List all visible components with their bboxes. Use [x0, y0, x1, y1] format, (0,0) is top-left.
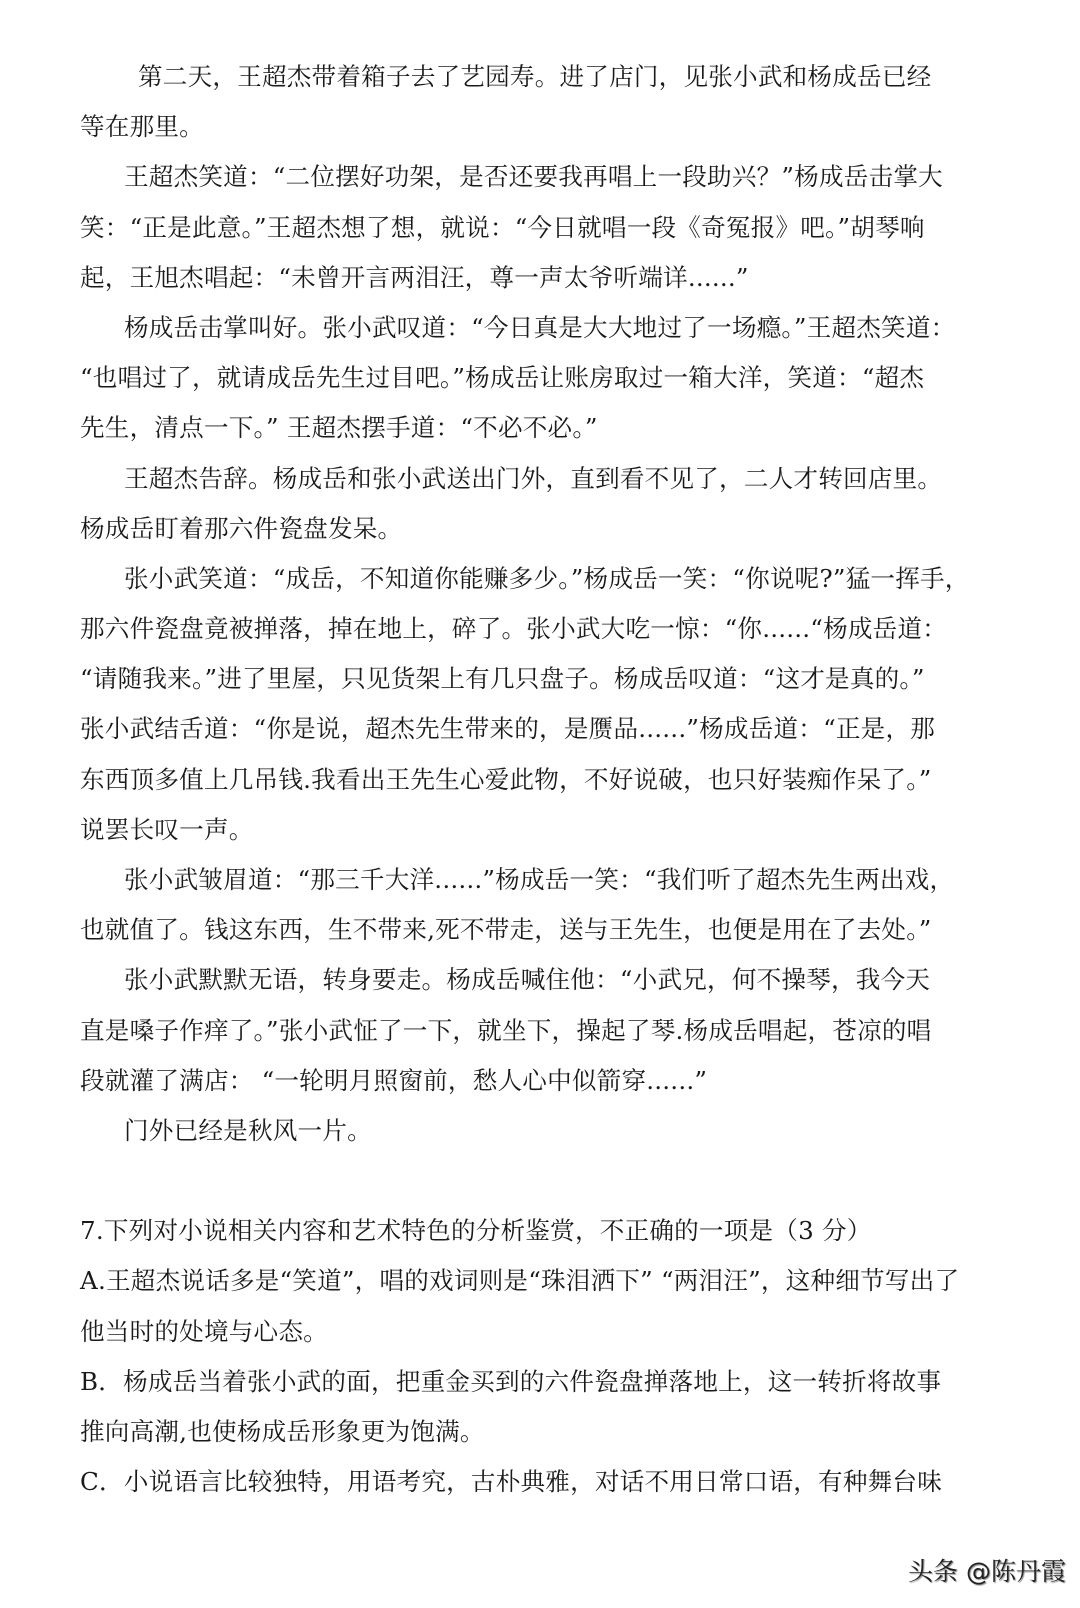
text-line: 笑：“正是此意。”王超杰想了想，就说：“今日就唱一段《奇冤报》吧。”胡琴响 [80, 212, 925, 242]
text-line: “请随我来。”进了里屋，只见货架上有几只盘子。杨成岳叹道：“这才是真的。” [80, 664, 925, 694]
text-line: 杨成岳击掌叫好。张小武叹道：“今日真是大大地过了一场瘾。”王超杰笑道： [124, 312, 956, 342]
story-paragraph-1 [80, 52, 968, 152]
section-gap [80, 1156, 968, 1206]
question-7 [80, 1206, 968, 1507]
text-line: 推向高潮,也使杨成岳形象更为饱满。 [80, 1416, 485, 1446]
question-stem: 7.下列对小说相关内容和艺术特色的分析鉴赏，不正确的一项是（3 分） [80, 1216, 872, 1246]
text-line: 段就灌了满店： “一轮明月照窗前，愁人心中似箭穿......” [80, 1065, 708, 1095]
text-line: 等在那里。 [80, 112, 204, 142]
story-paragraph-8 [80, 1106, 968, 1156]
text-line: 东西顶多值上几吊钱.我看出王先生心爱此物，不好说破，也只好装痴作呆了。” [80, 764, 932, 794]
story-paragraph-2 [80, 152, 968, 303]
text-line: 门外已经是秋风一片。 [124, 1115, 372, 1145]
text-line: “也唱过了，就请成岳先生过目吧。”杨成岳让账房取过一箱大洋，笑道：“超杰 [80, 363, 925, 393]
text-line: B．杨成岳当着张小武的面，把重金买到的六件瓷盘掸落地上，这一转折将故事 [80, 1366, 942, 1396]
text-line: C．小说语言比较独特，用语考究，古朴典雅，对话不用日常口语，有种舞台味 [80, 1467, 943, 1497]
option-a [80, 1256, 968, 1356]
story-paragraph-5 [80, 554, 968, 855]
text-line: 王超杰笑道：“二位摆好功架，是否还要我再唱上一段助兴？”杨成岳击掌大 [124, 162, 943, 192]
text-line: 张小武皱眉道：“那三千大洋......”杨成岳一笑：“我们听了超杰先生两出戏， [124, 865, 955, 894]
text-line: 张小武笑道：“成岳，不知道你能赚多少。”杨成岳一笑：“你说呢?”猛一挥手， [124, 563, 970, 593]
text-line: 起，王旭杰唱起：“未曾开言两泪汪，尊一声太爷听端详......” [80, 262, 749, 292]
text-line: A.王超杰说话多是“笑道”，唱的戏词则是“珠泪洒下” “两泪汪”，这种细节写出了 [80, 1266, 960, 1296]
text-line: 那六件瓷盘竟被掸落，掉在地上，碎了。张小武大吃一惊：“你......“杨成岳道： [80, 614, 948, 644]
story-paragraph-6 [80, 855, 968, 955]
text-line: 他当时的处境与心态。 [80, 1316, 328, 1346]
option-b [80, 1357, 968, 1457]
text-line: 直是嗓子作痒了。”张小武怔了一下，就坐下，操起了琴.杨成岳唱起，苍凉的唱 [80, 1015, 932, 1045]
watermark: 头条 @陈丹霞 [908, 1557, 1066, 1586]
text-line: 张小武结舌道：“你是说，超杰先生带来的，是赝品......”杨成岳道：“正是，那 [80, 714, 936, 744]
text-line: 说罢长叹一声。 [80, 814, 254, 844]
text-line: 先生，清点一下。” 王超杰摆手道：“不必不必。” [80, 413, 598, 443]
text-line: 杨成岳盯着那六件瓷盘发呆。 [80, 513, 403, 543]
text-line: 王超杰告辞。杨成岳和张小武送出门外，直到看不见了，二人才转回店里。 [124, 463, 943, 493]
text-line: 也就值了。钱这东西，生不带来,死不带走，送与王先生，也便是用在了去处。” [80, 915, 932, 945]
story-paragraph-3 [80, 303, 968, 454]
story-paragraph-4 [80, 454, 968, 554]
option-c [80, 1457, 968, 1507]
text-line: 第二天，王超杰带着箱子去了艺园寿。进了店门，见张小武和杨成岳已经 [138, 62, 932, 91]
text-line: 张小武默默无语，转身要走。杨成岳喊住他：“小武兄，何不操琴，我今天 [124, 965, 931, 995]
story-paragraph-7 [80, 955, 968, 1106]
document-page [80, 52, 968, 1507]
